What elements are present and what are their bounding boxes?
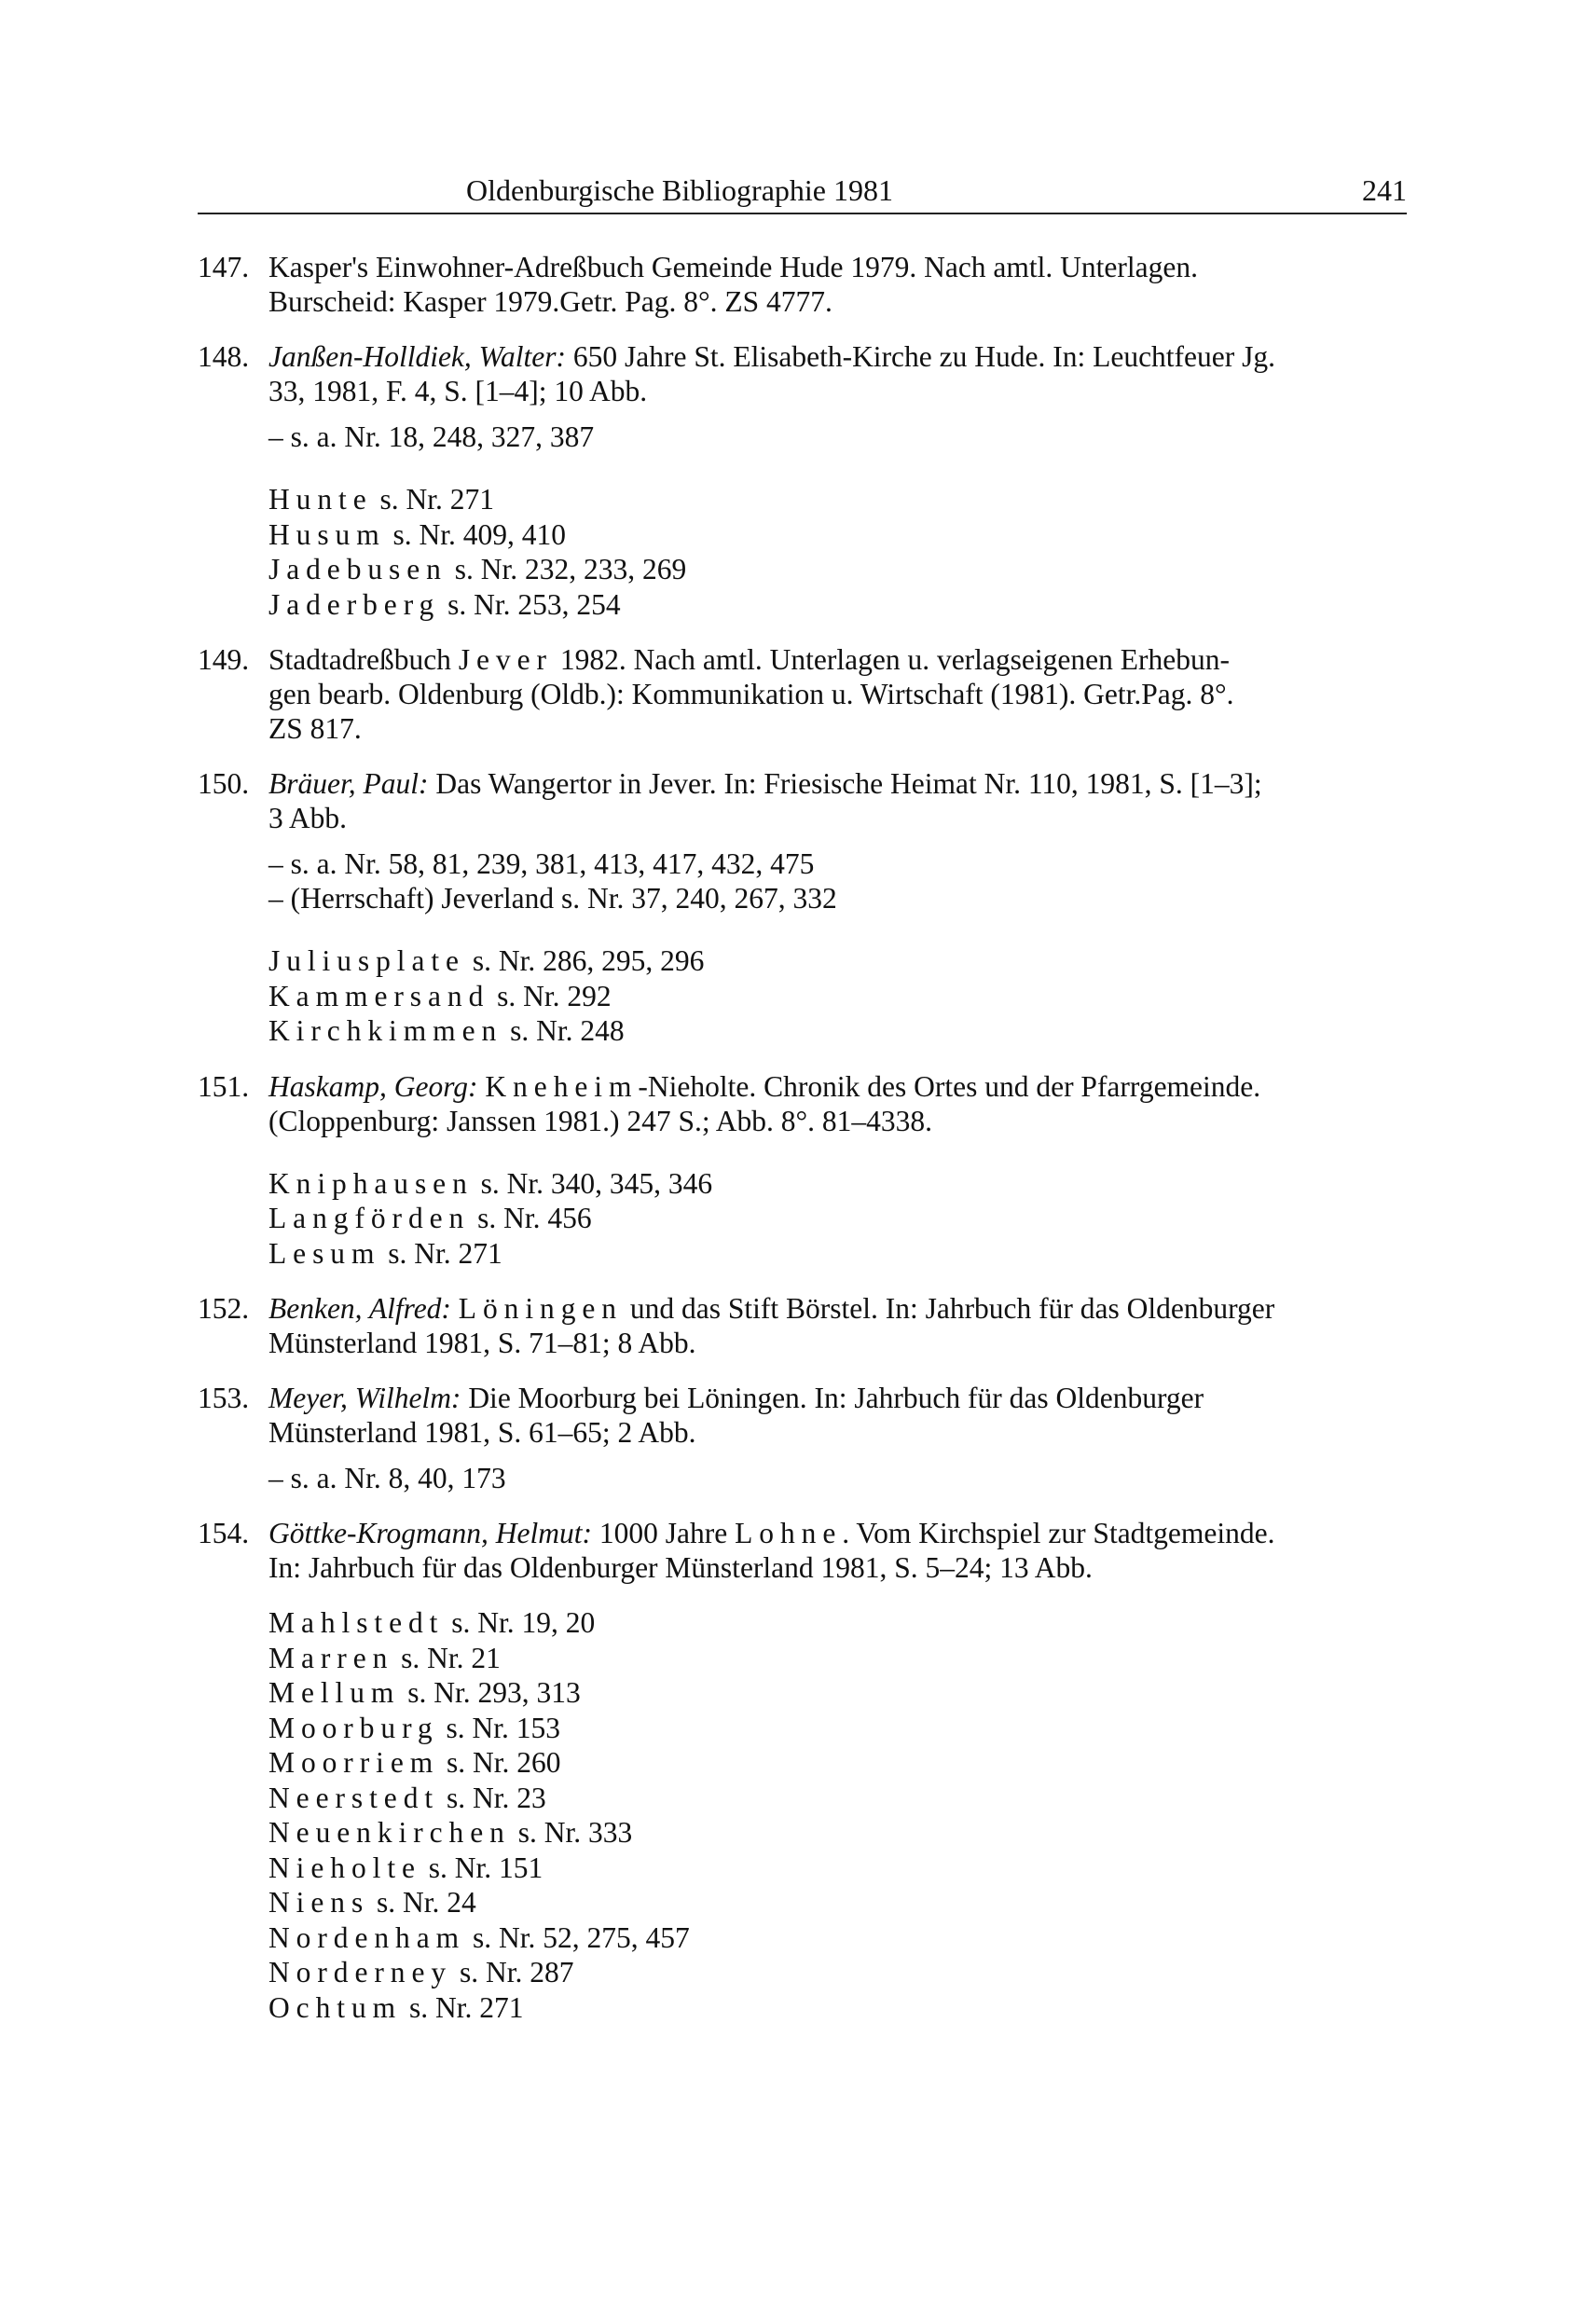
entry-147 — [198, 250, 1407, 319]
place-group-2 — [198, 943, 1407, 1049]
entry-number: 151. — [198, 1069, 250, 1103]
entry-154 — [198, 1516, 1407, 1585]
entry-author: Haskamp, Georg: — [268, 1069, 478, 1103]
place-index-item: Neuenkirchen s. Nr. 333 — [268, 1816, 633, 1849]
place-name: Kniphausen — [268, 1166, 474, 1200]
page-number: 241 — [1362, 173, 1407, 207]
place-index-item: Marren s. Nr. 21 — [268, 1641, 501, 1674]
entry-line: Stadtadreßbuch Jever 1982. Nach amtl. Unterlagen u. verlagseigenen Erhebun- — [268, 643, 1230, 676]
place-index-item: Hunte s. Nr. 271 — [268, 483, 495, 516]
place-group-3 — [198, 1166, 1407, 1272]
place-name: Moorburg — [268, 1711, 439, 1744]
entry-author: Janßen-Holldiek, Walter: — [268, 340, 566, 373]
entry-151 — [198, 1069, 1407, 1138]
place-index-item: Husum s. Nr. 409, 410 — [268, 517, 567, 551]
see-also-150: – s. a. Nr. 58, 81, 239, 381, 413, 417, 432, 475 — [268, 847, 815, 880]
entry-number: 152. — [198, 1292, 250, 1325]
place-index-item: Kirchkimmen s. Nr. 248 — [268, 1014, 625, 1047]
place-index-item: Mahlstedt s. Nr. 19, 20 — [268, 1606, 596, 1639]
see-also-153: – s. a. Nr. 8, 40, 173 — [268, 1462, 506, 1494]
entry-line: gen bearb. Oldenburg (Oldb.): Kommunikation u. Wirtschaft (1981). Getr.Pag. 8°. — [268, 678, 1234, 710]
place-name: Niens — [268, 1886, 370, 1919]
place-group-4 — [198, 1605, 1407, 2025]
entry-author: Benken, Alfred: — [268, 1292, 451, 1325]
see-also-150-jeverland: – (Herrschaft) Jeverland s. Nr. 37, 240, 267, 332 — [268, 882, 837, 915]
place-index-item: Nieholte s. Nr. 151 — [268, 1851, 543, 1884]
entry-line: (Cloppenburg: Janssen 1981.) 247 S.; Abb. 8°. 81–4338. — [268, 1104, 933, 1137]
place-name: Moorriem — [268, 1746, 440, 1779]
place-index-item: Ochtum s. Nr. 271 — [268, 1990, 524, 2024]
place-index-item: Lesum s. Nr. 271 — [268, 1236, 502, 1270]
entry-line: Kasper's Einwohner-Adreßbuch Gemeinde Hude 1979. Nach amtl. Unterlagen. — [268, 251, 1198, 283]
place-index-item: Moorriem s. Nr. 260 — [268, 1746, 561, 1779]
entry-line: Münsterland 1981, S. 71–81; 8 Abb. — [268, 1327, 696, 1359]
entry-line: Göttke-Krogmann, Helmut: 1000 Jahre Lohne. Vom Kirchspiel zur Stadtgemeinde. — [268, 1517, 1275, 1549]
entry-line: 33, 1981, F. 4, S. [1–4]; 10 Abb. — [268, 375, 648, 407]
entry-line: Meyer, Wilhelm: Die Moorburg bei Löningen. In: Jahrbuch für das Oldenburger — [268, 1382, 1204, 1414]
place-name: Neerstedt — [268, 1781, 440, 1814]
place-index-item: Niens s. Nr. 24 — [268, 1886, 476, 1919]
place-index-item: Mellum s. Nr. 293, 313 — [268, 1676, 581, 1709]
entry-line: ZS 817. — [268, 712, 362, 745]
entry-number: 148. — [198, 340, 250, 373]
place-index-item: Moorburg s. Nr. 153 — [268, 1711, 560, 1744]
place-index-item: Jaderberg s. Nr. 253, 254 — [268, 587, 621, 621]
place-name: Juliusplate — [268, 944, 465, 977]
place-name: Jaderberg — [268, 587, 441, 621]
bibliography-content — [198, 250, 1407, 2025]
entry-line: In: Jahrbuch für das Oldenburger Münsterland 1981, S. 5–24; 13 Abb. — [268, 1551, 1093, 1584]
place-name: Marren — [268, 1641, 394, 1674]
place-index-item: Juliusplate s. Nr. 286, 295, 296 — [268, 944, 705, 977]
entry-author: Bräuer, Paul: — [268, 767, 429, 800]
entry-line: 3 Abb. — [268, 802, 348, 834]
entry-line: Janßen-Holldiek, Walter: 650 Jahre St. Elisabeth-Kirche zu Hude. In: Leuchtfeuer Jg. — [268, 340, 1275, 373]
place-name: Langförden — [268, 1202, 471, 1234]
place-name: Jadebusen — [268, 553, 447, 585]
place-index-item: Neerstedt s. Nr. 23 — [268, 1781, 546, 1814]
entry-number: 150. — [198, 767, 250, 800]
running-title: Oldenburgische Bibliographie 1981 — [466, 173, 893, 207]
entry-number: 147. — [198, 251, 250, 283]
place-index-item: Langförden s. Nr. 456 — [268, 1202, 592, 1234]
place-index-item: Kammersand s. Nr. 292 — [268, 979, 612, 1012]
entry-150 — [198, 766, 1407, 835]
entry-number: 154. — [198, 1517, 250, 1549]
place-name: Neuenkirchen — [268, 1816, 511, 1849]
see-also-148: – s. a. Nr. 18, 248, 327, 387 — [268, 420, 595, 453]
entry-author: Göttke-Krogmann, Helmut: — [268, 1517, 593, 1549]
place-name: Mellum — [268, 1676, 401, 1709]
place-name: Hunte — [268, 483, 373, 516]
entry-line: Münsterland 1981, S. 61–65; 2 Abb. — [268, 1416, 696, 1449]
place-group-1 — [198, 482, 1407, 622]
place-name: Nordenham — [268, 1920, 466, 1954]
place-index-item: Norderney s. Nr. 287 — [268, 1956, 574, 1989]
entry-number: 153. — [198, 1382, 250, 1414]
entry-153 — [198, 1381, 1407, 1450]
place-name: Kammersand — [268, 979, 490, 1012]
entry-line: Bräuer, Paul: Das Wangertor in Jever. In: Friesische Heimat Nr. 110, 1981, S. [1–3]; — [268, 767, 1262, 800]
entry-152 — [198, 1291, 1407, 1360]
place-index-item: Kniphausen s. Nr. 340, 345, 346 — [268, 1166, 713, 1200]
entry-line: Haskamp, Georg: Kneheim-Nieholte. Chronik des Ortes und der Pfarrgemeinde. — [268, 1069, 1261, 1103]
place-name: Lesum — [268, 1236, 381, 1270]
place-name: Kirchkimmen — [268, 1014, 503, 1047]
entry-number: 149. — [198, 643, 250, 676]
entry-148 — [198, 339, 1407, 408]
entry-line: Burscheid: Kasper 1979.Getr. Pag. 8°. ZS 4777. — [268, 285, 832, 318]
place-name: Mahlstedt — [268, 1606, 445, 1639]
place-index-item: Jadebusen s. Nr. 232, 233, 269 — [268, 553, 687, 585]
entry-line: Benken, Alfred: Löningen und das Stift Börstel. In: Jahrbuch für das Oldenburger — [268, 1292, 1275, 1325]
page-header — [198, 160, 1407, 214]
entry-149 — [198, 642, 1407, 746]
entry-author: Meyer, Wilhelm: — [268, 1382, 461, 1414]
place-name: Norderney — [268, 1956, 453, 1989]
place-name: Ochtum — [268, 1990, 403, 2024]
place-index-item: Nordenham s. Nr. 52, 275, 457 — [268, 1920, 690, 1954]
place-name: Husum — [268, 517, 386, 551]
place-name: Nieholte — [268, 1851, 421, 1884]
